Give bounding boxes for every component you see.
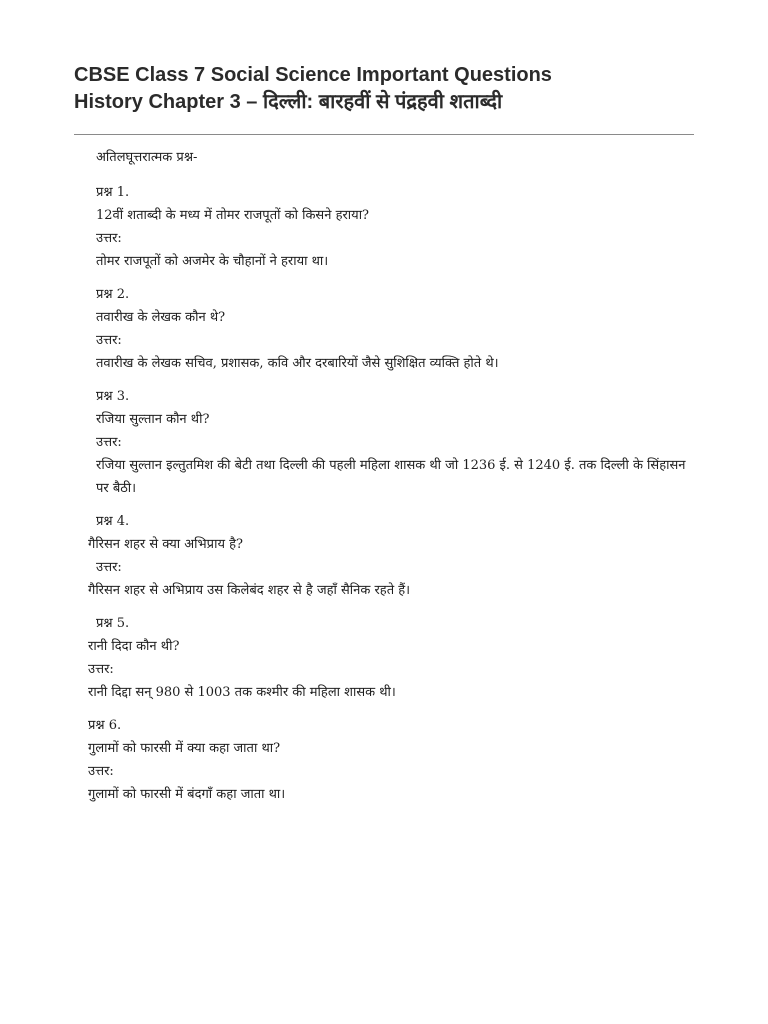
answer-text: तोमर राजपूतों को अजमेर के चौहानों ने हराया था।: [96, 254, 329, 269]
answer-label: उत्तर:: [96, 231, 122, 246]
question-label: प्रश्न 5.: [96, 616, 130, 631]
qa-item-3: [96, 385, 696, 500]
question-label: प्रश्न 3.: [96, 389, 130, 404]
question-label: प्रश्न 2.: [96, 287, 130, 302]
question-text: रजिया सुल्तान कौन थी?: [96, 412, 210, 427]
title-divider: [74, 134, 694, 135]
answer-label: उत्तर:: [96, 560, 122, 575]
question-label: प्रश्न 1.: [96, 185, 130, 200]
qa-item-6: [88, 714, 696, 806]
section-intro: अतिलघूत्तरात्मक प्रश्न-: [96, 150, 198, 165]
answer-text: गुलामों को फारसी में बंदगाँ कहा जाता था।: [88, 787, 286, 802]
qa-item-2: [96, 283, 696, 375]
answer-label: उत्तर:: [88, 662, 114, 677]
question-text: गैरिसन शहर से क्या अभिप्राय है?: [88, 537, 243, 552]
answer-label: उत्तर:: [88, 764, 114, 779]
qa-item-4: [88, 510, 696, 602]
question-text: रानी दिदा कौन थी?: [88, 639, 180, 654]
answer-text: गैरिसन शहर से अभिप्राय उस किलेबंद शहर से है जहाँ सैनिक रहते हैं।: [88, 583, 411, 598]
answer-label: उत्तर:: [96, 435, 122, 450]
title-line-2: History Chapter 3 – दिल्ली: बारहवीं से पंद्रहवी शताब्दी: [74, 91, 503, 113]
answer-text: तवारीख के लेखक सचिव, प्रशासक, कवि और दरबारियों जैसे सुशिक्षित व्यक्ति होते थे।: [96, 356, 499, 371]
answer-text: रानी दिद्दा सन् 980 से 1003 तक कश्मीर की महिला शासक थी।: [88, 685, 396, 700]
page-title: [74, 62, 714, 116]
question-text: गुलामों को फारसी में क्या कहा जाता था?: [88, 741, 281, 756]
answer-text: रजिया सुल्तान इल्तुतमिश की बेटी तथा दिल्ली की पहली महिला शासक थी जो 1236 ई. से 1240 ई. तक दिल्ली के सिंहासन पर बैठी।: [96, 458, 686, 496]
answer-label: उत्तर:: [96, 333, 122, 348]
qa-item-5: [88, 612, 696, 704]
question-text: तवारीख के लेखक कौन थे?: [96, 310, 226, 325]
question-text: 12वीं शताब्दी के मध्य में तोमर राजपूतों को किसने हराया?: [96, 208, 370, 223]
title-line-1: CBSE Class 7 Social Science Important Questions: [74, 64, 552, 86]
question-label: प्रश्न 6.: [88, 718, 122, 733]
qa-content: [88, 146, 696, 816]
qa-item-1: [96, 181, 696, 273]
question-label: प्रश्न 4.: [96, 514, 130, 529]
